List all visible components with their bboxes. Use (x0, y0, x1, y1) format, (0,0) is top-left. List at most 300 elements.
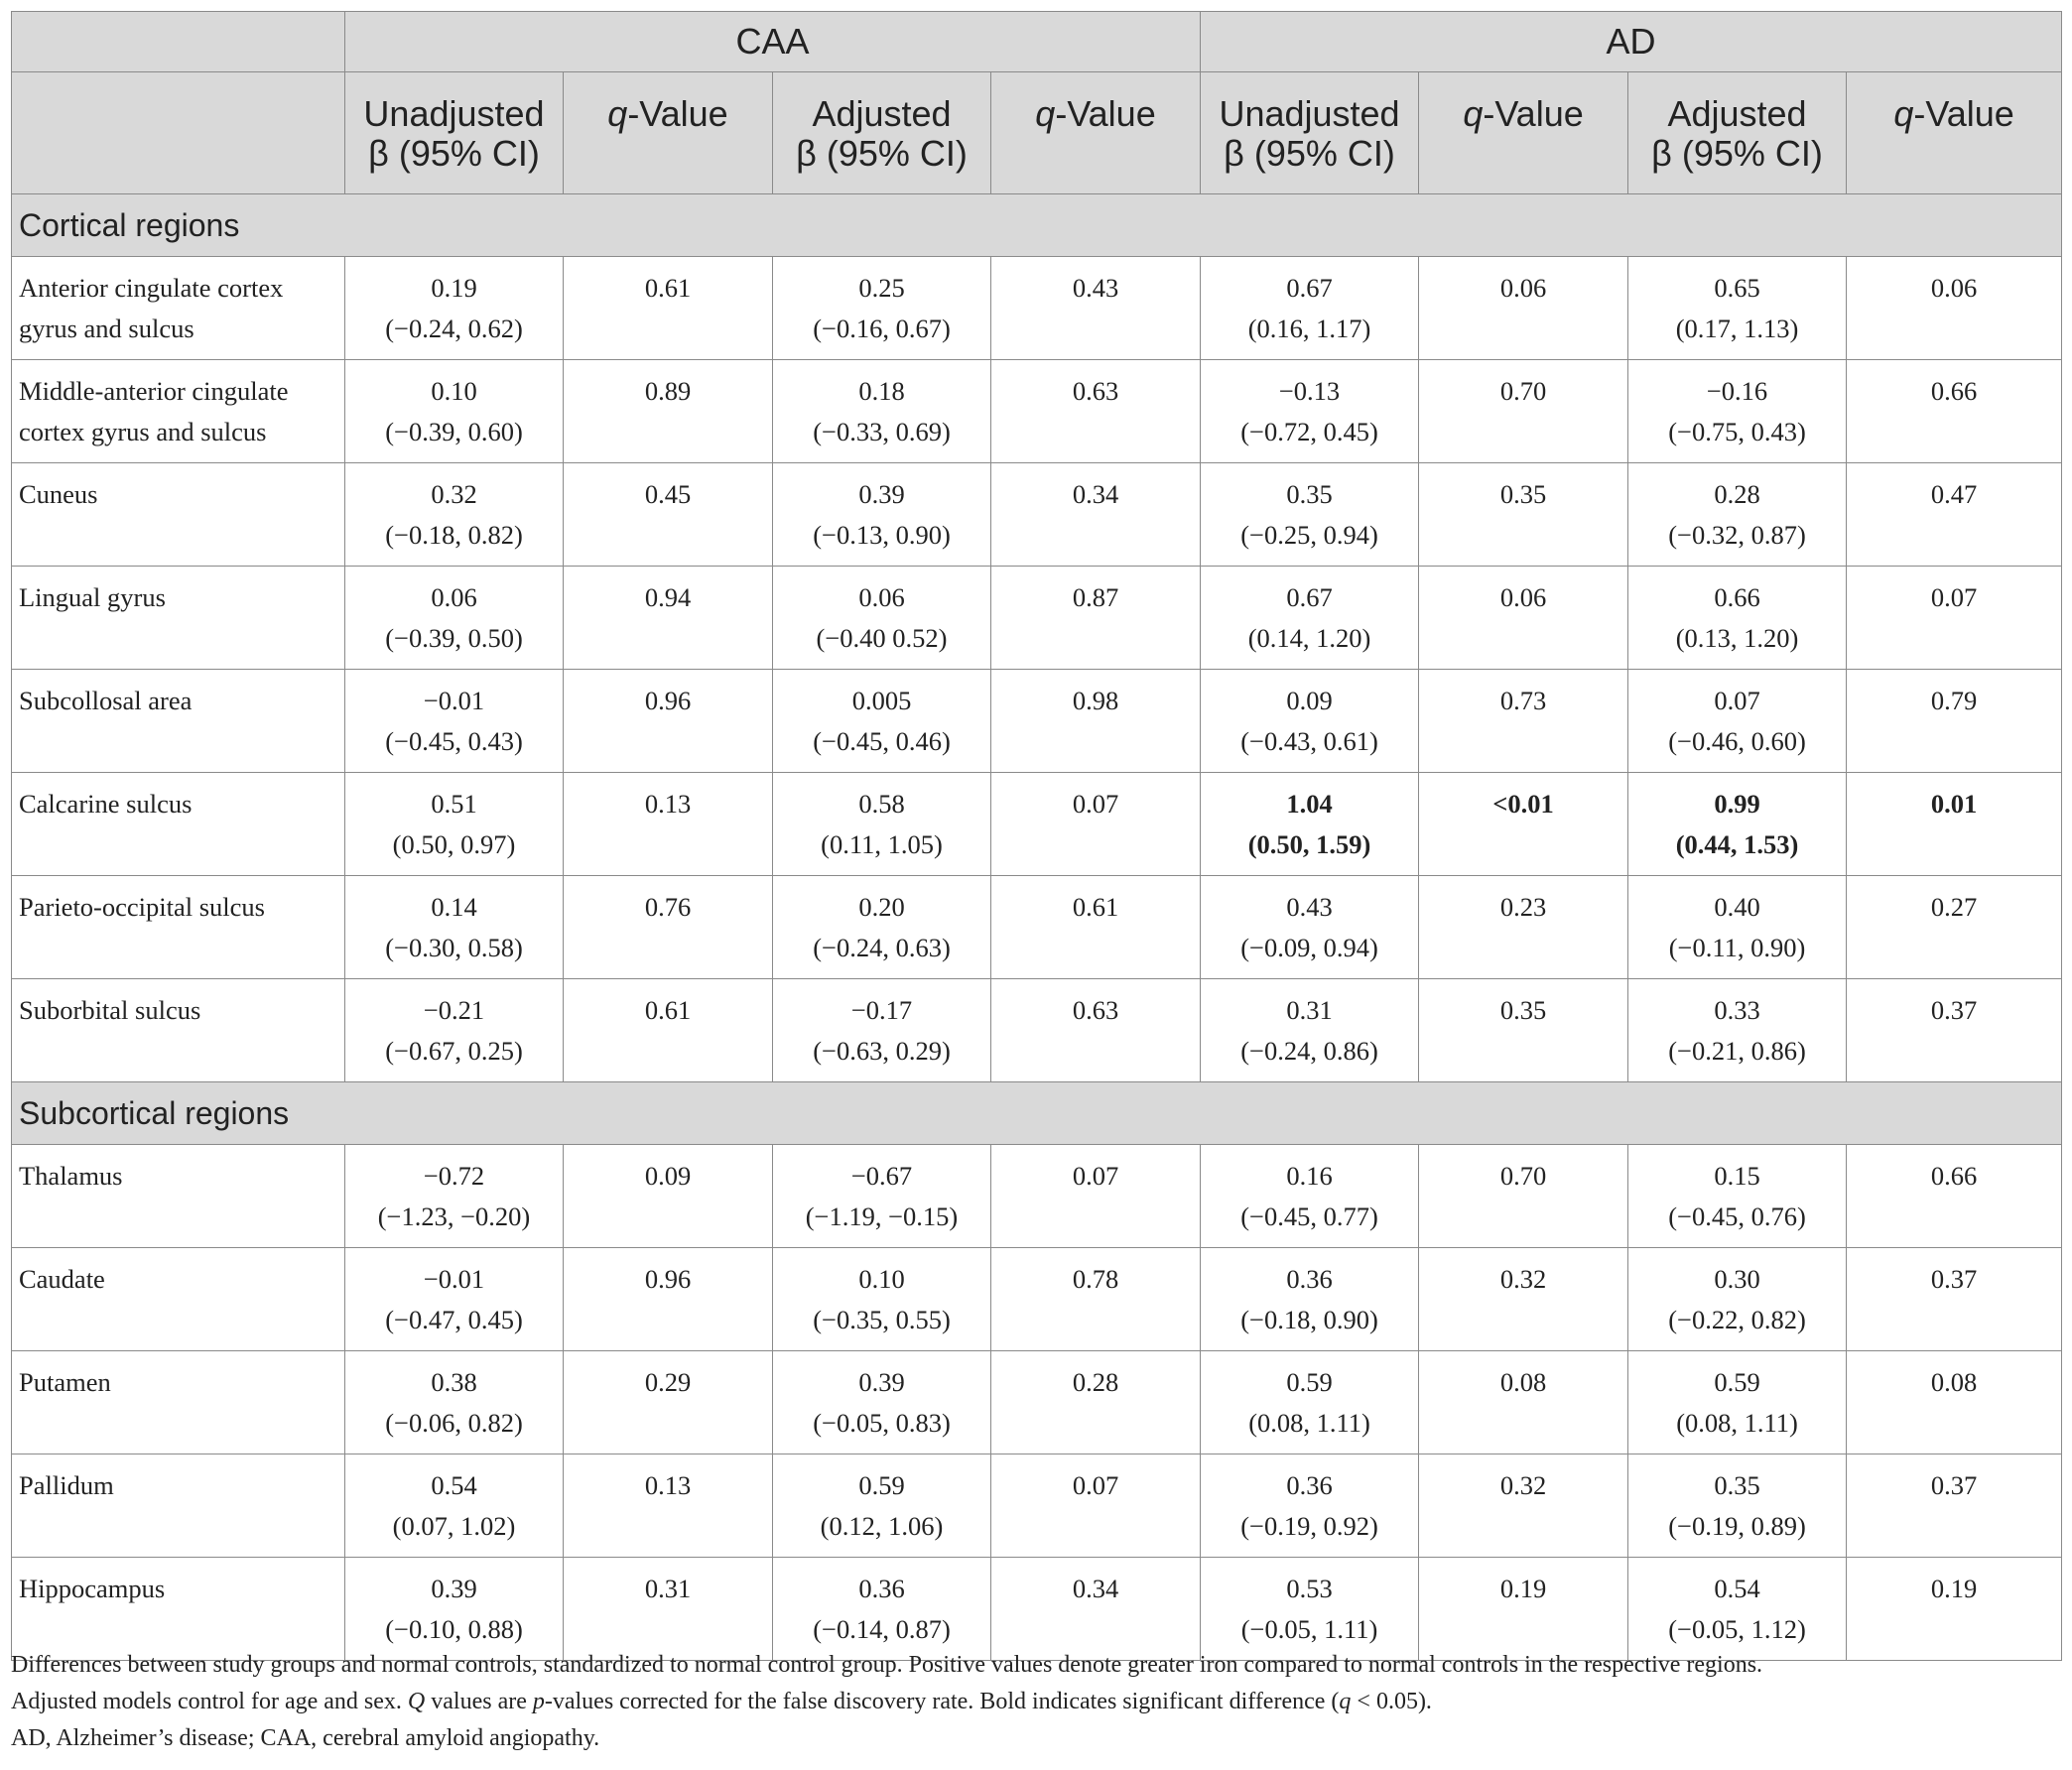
q-value: 0.07 (1072, 1470, 1119, 1500)
cell-caa-unadjusted-q (564, 1558, 773, 1661)
confidence-interval: (0.17, 1.13) (1675, 314, 1799, 343)
q-value: 0.06 (1499, 273, 1547, 303)
beta-estimate: −0.67 (850, 1161, 913, 1191)
cell-ad-unadjusted-beta (1201, 1145, 1419, 1248)
confidence-interval: (−0.45, 0.46) (813, 726, 951, 756)
beta-estimate: 0.10 (431, 376, 477, 406)
cell-caa-unadjusted-q (564, 979, 773, 1082)
region-name: Suborbital sulcus (12, 979, 345, 1082)
q-value: 0.94 (644, 582, 692, 612)
table-header (12, 12, 2062, 194)
cell-ad-unadjusted-q (1419, 773, 1628, 876)
beta-estimate: 0.59 (858, 1470, 905, 1500)
q-value: 0.79 (1930, 686, 1978, 715)
cell-ad-unadjusted-q (1419, 979, 1628, 1082)
q-value: 0.06 (1930, 273, 1978, 303)
q-value: 0.07 (1072, 1161, 1119, 1191)
cell-caa-adjusted-q (991, 463, 1201, 567)
beta-estimate: 0.005 (851, 686, 912, 715)
beta-estimate: 0.67 (1286, 273, 1333, 303)
q-value: 0.37 (1930, 1470, 1978, 1500)
region-name: Anterior cingulate cortex gyrus and sulcus (12, 257, 345, 360)
cell-ad-adjusted-beta (1628, 257, 1847, 360)
q-value: 0.08 (1930, 1367, 1978, 1397)
col-header-ad-unadjusted-q-value: q-Value (1419, 72, 1628, 194)
q-value: 0.35 (1499, 995, 1547, 1025)
beta-estimate: 0.59 (1286, 1367, 1333, 1397)
q-value: 0.66 (1930, 376, 1978, 406)
region-name: Calcarine sulcus (12, 773, 345, 876)
cell-ad-unadjusted-beta (1201, 979, 1419, 1082)
q-value: <0.01 (1492, 789, 1554, 819)
confidence-interval: (−1.23, −0.20) (377, 1201, 531, 1231)
beta-estimate: −0.01 (423, 686, 485, 715)
col-header-caa-adjusted-q-value: q-Value (991, 72, 1201, 194)
q-value: 0.32 (1499, 1470, 1547, 1500)
confidence-interval: (−0.05, 1.11) (1240, 1614, 1378, 1644)
section-header-row (12, 1082, 2062, 1145)
cell-ad-adjusted-beta (1628, 1248, 1847, 1351)
cell-caa-adjusted-q (991, 1454, 1201, 1558)
cell-caa-unadjusted-beta (345, 1558, 564, 1661)
q-value: 0.34 (1072, 1574, 1119, 1603)
q-value: 0.07 (1072, 789, 1119, 819)
cell-caa-adjusted-beta (773, 567, 991, 670)
table-body (12, 194, 2062, 1661)
confidence-interval: (−0.09, 0.94) (1240, 933, 1378, 962)
cell-ad-unadjusted-beta (1201, 463, 1419, 567)
region-name: Parieto-occipital sulcus (12, 876, 345, 979)
confidence-interval: (0.16, 1.17) (1247, 314, 1371, 343)
confidence-interval: (−0.21, 0.86) (1668, 1036, 1806, 1066)
cell-ad-adjusted-q (1847, 1145, 2062, 1248)
cell-caa-unadjusted-q (564, 773, 773, 876)
q-value: 0.66 (1930, 1161, 1978, 1191)
cell-caa-adjusted-beta (773, 979, 991, 1082)
confidence-interval: (−0.18, 0.82) (385, 520, 523, 550)
cell-caa-unadjusted-q (564, 1351, 773, 1454)
q-value: 0.61 (1072, 892, 1119, 922)
cell-caa-adjusted-q (991, 773, 1201, 876)
cell-caa-unadjusted-q (564, 670, 773, 773)
cell-caa-unadjusted-q (564, 1145, 773, 1248)
beta-estimate: 0.06 (431, 582, 477, 612)
cell-ad-unadjusted-q (1419, 1351, 1628, 1454)
table-footnote (11, 1647, 2061, 1757)
confidence-interval: (−0.30, 0.58) (385, 933, 523, 962)
q-value: 0.34 (1072, 479, 1119, 509)
confidence-interval: (−0.24, 0.62) (385, 314, 523, 343)
confidence-interval: (−0.33, 0.69) (813, 417, 951, 446)
beta-estimate: 0.15 (1714, 1161, 1760, 1191)
q-value: 0.98 (1072, 686, 1119, 715)
cell-caa-adjusted-beta (773, 463, 991, 567)
cell-ad-unadjusted-beta (1201, 670, 1419, 773)
confidence-interval: (−0.05, 1.12) (1668, 1614, 1806, 1644)
q-value: 0.45 (644, 479, 692, 509)
cell-ad-adjusted-q (1847, 1454, 2062, 1558)
confidence-interval: (−0.39, 0.60) (385, 417, 523, 446)
cell-ad-adjusted-beta (1628, 360, 1847, 463)
col-header-caa-unadjusted-q-value: q-Value (564, 72, 773, 194)
q-value: 0.37 (1930, 995, 1978, 1025)
beta-estimate: 0.20 (858, 892, 905, 922)
q-value: 0.70 (1499, 376, 1547, 406)
cell-ad-unadjusted-beta (1201, 773, 1419, 876)
cell-ad-adjusted-beta (1628, 979, 1847, 1082)
footnote-line-3: AD, Alzheimer’s disease; CAA, cerebral amyloid angiopathy. (11, 1725, 600, 1751)
cell-caa-unadjusted-beta (345, 773, 564, 876)
results-table (11, 11, 2062, 1661)
col-header-ad-adjusted-beta (1628, 72, 1847, 194)
beta-estimate: 0.39 (431, 1574, 477, 1603)
cell-ad-adjusted-beta (1628, 1454, 1847, 1558)
cell-ad-unadjusted-beta (1201, 1351, 1419, 1454)
cell-caa-adjusted-q (991, 1145, 1201, 1248)
header-region-blank (12, 72, 345, 194)
confidence-interval: (−0.16, 0.67) (813, 314, 951, 343)
beta-estimate: 0.39 (858, 1367, 905, 1397)
beta-estimate: 0.07 (1714, 686, 1760, 715)
confidence-interval: (0.50, 0.97) (392, 829, 516, 859)
cell-ad-unadjusted-q (1419, 1454, 1628, 1558)
cell-ad-unadjusted-beta (1201, 1248, 1419, 1351)
q-value: 0.63 (1072, 995, 1119, 1025)
q-value: 0.31 (644, 1574, 692, 1603)
confidence-interval: (−0.46, 0.60) (1668, 726, 1806, 756)
cell-caa-unadjusted-beta (345, 1248, 564, 1351)
cell-ad-unadjusted-q (1419, 463, 1628, 567)
confidence-interval: (−0.19, 0.89) (1668, 1511, 1806, 1541)
cell-ad-adjusted-q (1847, 1351, 2062, 1454)
cell-caa-adjusted-q (991, 360, 1201, 463)
confidence-interval: (0.11, 1.05) (821, 829, 943, 859)
beta-estimate: 0.54 (431, 1470, 477, 1500)
cell-caa-adjusted-beta (773, 1351, 991, 1454)
cell-ad-adjusted-q (1847, 979, 2062, 1082)
beta-estimate: 0.31 (1286, 995, 1333, 1025)
cell-caa-unadjusted-beta (345, 1351, 564, 1454)
cell-caa-unadjusted-q (564, 257, 773, 360)
confidence-interval: (0.08, 1.11) (1676, 1408, 1798, 1438)
region-name: Thalamus (12, 1145, 345, 1248)
beta-estimate: 0.58 (858, 789, 905, 819)
cell-caa-adjusted-q (991, 1351, 1201, 1454)
confidence-interval: (0.13, 1.20) (1675, 623, 1799, 653)
col-header-caa-adjusted-beta (773, 72, 991, 194)
q-value: 0.63 (1072, 376, 1119, 406)
cell-ad-adjusted-q (1847, 1558, 2062, 1661)
confidence-interval: (0.50, 1.59) (1247, 829, 1371, 859)
cell-caa-unadjusted-beta (345, 670, 564, 773)
cell-ad-unadjusted-q (1419, 876, 1628, 979)
cell-ad-adjusted-q (1847, 876, 2062, 979)
beta-estimate: 0.99 (1714, 789, 1760, 819)
confidence-interval: (−0.32, 0.87) (1668, 520, 1806, 550)
confidence-interval: (−0.67, 0.25) (385, 1036, 523, 1066)
confidence-interval: (−0.45, 0.76) (1668, 1201, 1806, 1231)
table-row (12, 1248, 2062, 1351)
beta-estimate: 0.38 (431, 1367, 477, 1397)
confidence-interval: (−0.06, 0.82) (385, 1408, 523, 1438)
results-table-container (11, 11, 2061, 1661)
cell-ad-unadjusted-beta (1201, 257, 1419, 360)
confidence-interval: (−0.63, 0.29) (813, 1036, 951, 1066)
col-header-line2: β (95% CI) (1224, 133, 1395, 174)
beta-estimate: 0.35 (1286, 479, 1333, 509)
group-header-ad: AD (1201, 12, 2062, 72)
cell-caa-adjusted-q (991, 876, 1201, 979)
cell-caa-unadjusted-q (564, 1248, 773, 1351)
region-name: Cuneus (12, 463, 345, 567)
cell-ad-unadjusted-beta (1201, 1454, 1419, 1558)
confidence-interval: (0.44, 1.53) (1675, 829, 1799, 859)
cell-ad-adjusted-q (1847, 773, 2062, 876)
beta-estimate: 0.53 (1286, 1574, 1333, 1603)
cell-caa-adjusted-q (991, 979, 1201, 1082)
col-header-line1: Adjusted (812, 93, 952, 134)
cell-ad-unadjusted-q (1419, 1248, 1628, 1351)
q-value: 0.19 (1499, 1574, 1547, 1603)
cell-ad-unadjusted-q (1419, 1558, 1628, 1661)
beta-estimate: 0.39 (858, 479, 905, 509)
confidence-interval: (−0.47, 0.45) (385, 1305, 523, 1334)
cell-caa-unadjusted-q (564, 1454, 773, 1558)
cell-caa-adjusted-beta (773, 1248, 991, 1351)
cell-caa-adjusted-beta (773, 876, 991, 979)
beta-estimate: 0.66 (1714, 582, 1760, 612)
table-row (12, 1454, 2062, 1558)
beta-estimate: 0.25 (858, 273, 905, 303)
beta-estimate: 0.33 (1714, 995, 1760, 1025)
table-row (12, 876, 2062, 979)
confidence-interval: (0.08, 1.11) (1248, 1408, 1370, 1438)
cell-caa-unadjusted-beta (345, 876, 564, 979)
q-value: 0.07 (1930, 582, 1978, 612)
beta-estimate: 0.51 (431, 789, 477, 819)
beta-estimate: −0.21 (423, 995, 485, 1025)
table-row (12, 1558, 2062, 1661)
q-value: 0.61 (644, 273, 692, 303)
table-row (12, 257, 2062, 360)
q-value: 0.06 (1499, 582, 1547, 612)
beta-estimate: 0.28 (1714, 479, 1760, 509)
table-row (12, 979, 2062, 1082)
q-value: 0.13 (644, 1470, 692, 1500)
cell-ad-unadjusted-q (1419, 1145, 1628, 1248)
cell-caa-adjusted-beta (773, 773, 991, 876)
beta-estimate: 0.36 (1286, 1470, 1333, 1500)
beta-estimate: 0.35 (1714, 1470, 1760, 1500)
section-title: Subcortical regions (12, 1082, 2062, 1145)
confidence-interval: (−0.19, 0.92) (1240, 1511, 1378, 1541)
q-value: 0.29 (644, 1367, 692, 1397)
q-value: 0.89 (644, 376, 692, 406)
cell-caa-adjusted-q (991, 1248, 1201, 1351)
region-name: Hippocampus (12, 1558, 345, 1661)
beta-estimate: 0.54 (1714, 1574, 1760, 1603)
cell-ad-unadjusted-q (1419, 670, 1628, 773)
q-value: 0.37 (1930, 1264, 1978, 1294)
confidence-interval: (0.07, 1.02) (392, 1511, 516, 1541)
cell-caa-unadjusted-q (564, 463, 773, 567)
beta-estimate: 0.30 (1714, 1264, 1760, 1294)
q-value: 0.27 (1930, 892, 1978, 922)
cell-caa-unadjusted-beta (345, 1145, 564, 1248)
beta-estimate: 0.10 (858, 1264, 905, 1294)
beta-estimate: 0.65 (1714, 273, 1760, 303)
cell-caa-unadjusted-q (564, 360, 773, 463)
beta-estimate: 0.19 (431, 273, 477, 303)
confidence-interval: (−0.05, 0.83) (813, 1408, 951, 1438)
cell-caa-unadjusted-beta (345, 567, 564, 670)
cell-caa-adjusted-q (991, 257, 1201, 360)
cell-ad-adjusted-q (1847, 360, 2062, 463)
cell-ad-unadjusted-beta (1201, 360, 1419, 463)
footnote-line-1: Differences between study groups and normal controls, standardized to normal control group. Positive values denote greater iron compared to normal controls in the respective regions. (11, 1652, 1763, 1678)
cell-ad-adjusted-beta (1628, 773, 1847, 876)
section-title: Cortical regions (12, 194, 2062, 257)
region-name: Pallidum (12, 1454, 345, 1558)
cell-ad-adjusted-beta (1628, 1351, 1847, 1454)
q-value: 0.43 (1072, 273, 1119, 303)
beta-estimate: 0.36 (858, 1574, 905, 1603)
confidence-interval: (−0.14, 0.87) (813, 1614, 951, 1644)
q-value: 0.78 (1072, 1264, 1119, 1294)
q-value: 0.35 (1499, 479, 1547, 509)
cell-ad-adjusted-q (1847, 257, 2062, 360)
cell-ad-adjusted-beta (1628, 670, 1847, 773)
q-value: 0.08 (1499, 1367, 1547, 1397)
footnote-line-2: Adjusted models control for age and sex. Q values are p-values corrected for the false discovery rate. Bold indicates significant difference (q < 0.05). (11, 1689, 1432, 1714)
cell-ad-adjusted-beta (1628, 876, 1847, 979)
cell-ad-adjusted-q (1847, 1248, 2062, 1351)
cell-caa-adjusted-beta (773, 670, 991, 773)
cell-caa-adjusted-q (991, 670, 1201, 773)
cell-caa-adjusted-beta (773, 360, 991, 463)
beta-estimate: 0.06 (858, 582, 905, 612)
cell-ad-adjusted-q (1847, 463, 2062, 567)
q-value: 0.32 (1499, 1264, 1547, 1294)
confidence-interval: (−0.39, 0.50) (385, 623, 523, 653)
beta-estimate: 0.59 (1714, 1367, 1760, 1397)
cell-ad-unadjusted-beta (1201, 876, 1419, 979)
region-name: Lingual gyrus (12, 567, 345, 670)
beta-estimate: 0.16 (1286, 1161, 1333, 1191)
confidence-interval: (−0.45, 0.77) (1240, 1201, 1378, 1231)
q-value: 0.19 (1930, 1574, 1978, 1603)
cell-ad-unadjusted-beta (1201, 567, 1419, 670)
q-value: 0.76 (644, 892, 692, 922)
table-row (12, 1351, 2062, 1454)
confidence-interval: (−1.19, −0.15) (805, 1201, 959, 1231)
confidence-interval: (−0.10, 0.88) (385, 1614, 523, 1644)
beta-estimate: −0.16 (1706, 376, 1768, 406)
cell-ad-adjusted-q (1847, 670, 2062, 773)
beta-estimate: −0.01 (423, 1264, 485, 1294)
cell-ad-unadjusted-q (1419, 257, 1628, 360)
q-value: 0.09 (644, 1161, 692, 1191)
q-value: 0.70 (1499, 1161, 1547, 1191)
confidence-interval: (−0.75, 0.43) (1668, 417, 1806, 446)
cell-ad-unadjusted-q (1419, 360, 1628, 463)
region-name: Subcollosal area (12, 670, 345, 773)
col-header-line2: β (95% CI) (1651, 133, 1823, 174)
section-header-row (12, 194, 2062, 257)
col-header-line1: Unadjusted (1219, 93, 1400, 134)
q-value: 0.01 (1930, 789, 1978, 819)
confidence-interval: (−0.43, 0.61) (1240, 726, 1378, 756)
confidence-interval: (−0.22, 0.82) (1668, 1305, 1806, 1334)
confidence-interval: (−0.72, 0.45) (1240, 417, 1378, 446)
table-row (12, 773, 2062, 876)
cell-ad-adjusted-beta (1628, 567, 1847, 670)
beta-estimate: 1.04 (1286, 789, 1333, 819)
region-name: Middle-anterior cingulate cortex gyrus and sulcus (12, 360, 345, 463)
cell-ad-adjusted-q (1847, 567, 2062, 670)
header-blank (12, 12, 345, 72)
beta-estimate: 0.18 (858, 376, 905, 406)
q-value: 0.13 (644, 789, 692, 819)
q-value: 0.23 (1499, 892, 1547, 922)
confidence-interval: (0.14, 1.20) (1247, 623, 1371, 653)
cell-caa-unadjusted-q (564, 567, 773, 670)
q-value: 0.28 (1072, 1367, 1119, 1397)
q-value: 0.61 (644, 995, 692, 1025)
cell-ad-adjusted-beta (1628, 463, 1847, 567)
confidence-interval: (−0.35, 0.55) (813, 1305, 951, 1334)
confidence-interval: (−0.25, 0.94) (1240, 520, 1378, 550)
table-row (12, 670, 2062, 773)
cell-ad-adjusted-beta (1628, 1145, 1847, 1248)
col-header-line2: β (95% CI) (796, 133, 968, 174)
cell-caa-unadjusted-q (564, 876, 773, 979)
cell-caa-adjusted-q (991, 1558, 1201, 1661)
q-value: 0.96 (644, 1264, 692, 1294)
cell-caa-unadjusted-beta (345, 979, 564, 1082)
confidence-interval: (−0.11, 0.90) (1668, 933, 1806, 962)
q-value: 0.47 (1930, 479, 1978, 509)
col-header-line2: β (95% CI) (368, 133, 540, 174)
cell-caa-adjusted-beta (773, 257, 991, 360)
beta-estimate: 0.32 (431, 479, 477, 509)
confidence-interval: (−0.24, 0.63) (813, 933, 951, 962)
cell-caa-adjusted-q (991, 567, 1201, 670)
q-value: 0.73 (1499, 686, 1547, 715)
beta-estimate: −0.72 (423, 1161, 485, 1191)
cell-caa-unadjusted-beta (345, 257, 564, 360)
table-row (12, 1145, 2062, 1248)
beta-estimate: 0.09 (1286, 686, 1333, 715)
beta-estimate: 0.14 (431, 892, 477, 922)
cell-caa-unadjusted-beta (345, 360, 564, 463)
beta-estimate: 0.40 (1714, 892, 1760, 922)
cell-caa-adjusted-beta (773, 1558, 991, 1661)
col-header-ad-unadjusted-beta (1201, 72, 1419, 194)
cell-caa-adjusted-beta (773, 1145, 991, 1248)
region-name: Putamen (12, 1351, 345, 1454)
q-value: 0.87 (1072, 582, 1119, 612)
cell-caa-unadjusted-beta (345, 1454, 564, 1558)
confidence-interval: (−0.13, 0.90) (813, 520, 951, 550)
beta-estimate: −0.17 (850, 995, 913, 1025)
cell-ad-adjusted-beta (1628, 1558, 1847, 1661)
col-header-line1: Adjusted (1667, 93, 1807, 134)
col-header-line1: Unadjusted (363, 93, 545, 134)
col-header-ad-adjusted-q-value: q-Value (1847, 72, 2062, 194)
region-name: Caudate (12, 1248, 345, 1351)
table-row (12, 463, 2062, 567)
